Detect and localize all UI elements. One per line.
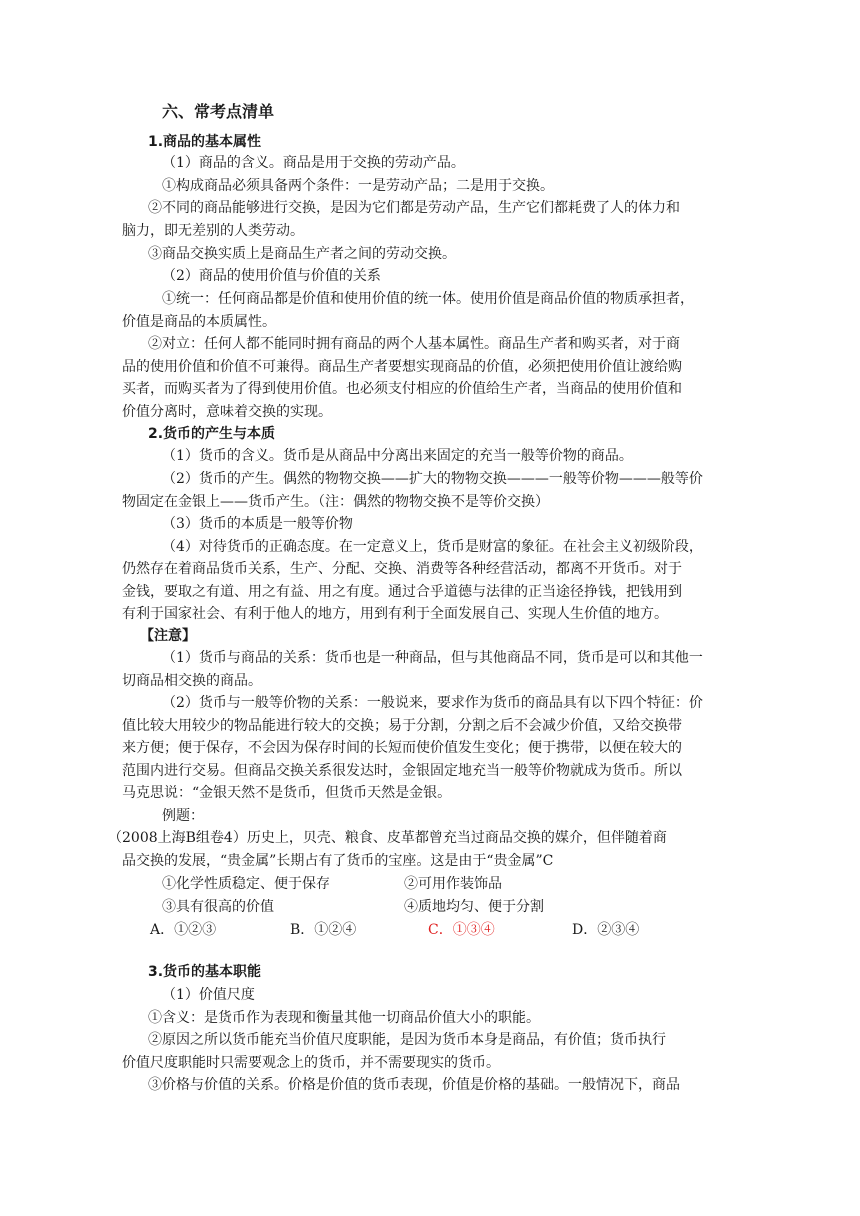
text-line: （4）对待货币的正确态度。在一定意义上，货币是财富的象征。在社会主义初级阶段， [162, 539, 703, 555]
statement: ①化学性质稳定、便于保存 [162, 876, 330, 892]
text-line: 有利于国家社会、有利于他人的地方，用到有利于全面发展自己、实现人生价值的地方。 [122, 606, 668, 622]
text-line: 买者，而购买者为了得到使用价值。也必须支付相应的价值给生产者，当商品的使用价值和 [122, 381, 682, 397]
text-line: （1）货币与商品的关系：货币也是一种商品，但与其他商品不同，货币是可以和其他一 [162, 650, 703, 666]
text-line: （3）货币的本质是一般等价物 [162, 516, 353, 532]
text-line: 马克思说：“金银天然不是货币，但货币天然是金银。 [122, 785, 452, 801]
text-line: （2）货币的产生。偶然的物物交换——扩大的物物交换———一般等价物———般等价 [162, 471, 703, 487]
text-line: 来方便；便于保存，不会因为保存时间的长短而使价值发生变化；便于携带，以便在较大的 [122, 740, 682, 756]
text-line: 价值尺度职能时只需要观念上的货币，并不需要现实的货币。 [122, 1055, 500, 1071]
text-line: （2）货币与一般等价物的关系：一般说来，要求作为货币的商品具有以下四个特征：价 [162, 695, 703, 711]
text-line: 仍然存在着商品货币关系，生产、分配、交换、消费等各种经营活动，都离不开货币。对于 [122, 561, 682, 577]
text-line: 价值是商品的本质属性。 [122, 314, 276, 330]
section-title: 六、常考点清单 [162, 102, 275, 121]
text-line: 脑力，即无差别的人类劳动。 [122, 223, 304, 239]
text-line: 品的使用价值和价值不可兼得。商品生产者要想实现商品的价值，必须把使用价值让渡给购 [122, 359, 682, 375]
text-line: ①含义：是货币作为表现和衡量其他一切商品价值大小的职能。 [148, 1010, 540, 1026]
text-line: （2）商品的使用价值与价值的关系 [162, 268, 381, 284]
note-heading: 【注意】 [140, 628, 196, 644]
choice-a: A．①②③ [150, 922, 217, 938]
text-line: ①构成商品必须具备两个条件：一是劳动产品；二是用于交换。 [162, 178, 554, 194]
text-line: 值比较大用较少的物品能进行较大的交换；易于分割，分割之后不会减少价值，又给交换带 [122, 718, 682, 734]
text-line: ③商品交换实质上是商品生产者之间的劳动交换。 [148, 246, 456, 262]
text-line: ①统一：任何商品都是价值和使用价值的统一体。使用价值是商品价值的物质承担者， [162, 291, 694, 307]
text-line: 切商品相交换的商品。 [122, 673, 262, 689]
choice-d: D．②③④ [572, 922, 640, 938]
example-label: 例题： [162, 808, 204, 824]
statement: ②可用作装饰品 [404, 876, 502, 892]
text-line: 金钱，要取之有道、用之有益、用之有度。通过合乎道德与法律的正当途径挣钱，把钱用到 [122, 584, 682, 600]
text-line: （1）商品的含义。商品是用于交换的劳动产品。 [162, 155, 465, 171]
choice-b: B．①②④ [290, 922, 357, 938]
text-line: （1）价值尺度 [162, 987, 255, 1003]
question-text: 品交换的发展，“贵金属”长期占有了货币的宝座。这是由于“贵金属”C [122, 853, 554, 869]
text-line: ②对立：任何人都不能同时拥有商品的两个人基本属性。商品生产者和购买者，对于商 [148, 336, 680, 352]
choice-c-answer: C．①③④ [428, 922, 495, 938]
subheading-functions: 3.货币的基本职能 [148, 964, 262, 980]
text-line: 物固定在金银上——货币产生。（注：偶然的物物交换不是等价交换） [122, 494, 549, 510]
statement: ③具有很高的价值 [162, 899, 274, 915]
text-line: 范围内进行交易。但商品交换关系很发达时，金银固定地充当一般等价物就成为货币。所以 [122, 763, 682, 779]
text-line: （1）货币的含义。货币是从商品中分离出来固定的充当一般等价物的商品。 [162, 448, 633, 464]
text-line: ②原因之所以货币能充当价值尺度职能，是因为货币本身是商品，有价值；货币执行 [148, 1032, 666, 1048]
statement: ④质地均匀、便于分割 [404, 899, 544, 915]
subheading-money: 2.货币的产生与本质 [148, 426, 276, 442]
question-text: （2008上海B组卷4）历史上，贝壳、粮食、皮革都曾充当过商品交换的媒介，但伴随着商 [108, 830, 667, 846]
subheading-commodity: 1.商品的基本属性 [148, 134, 262, 150]
text-line: 价值分离时，意味着交换的实现。 [122, 404, 332, 420]
text-line: ③价格与价值的关系。价格是价值的货币表现，价值是价格的基础。一般情况下，商品 [148, 1077, 680, 1093]
text-line: ②不同的商品能够进行交换，是因为它们都是劳动产品，生产它们都耗费了人的体力和 [148, 200, 680, 216]
